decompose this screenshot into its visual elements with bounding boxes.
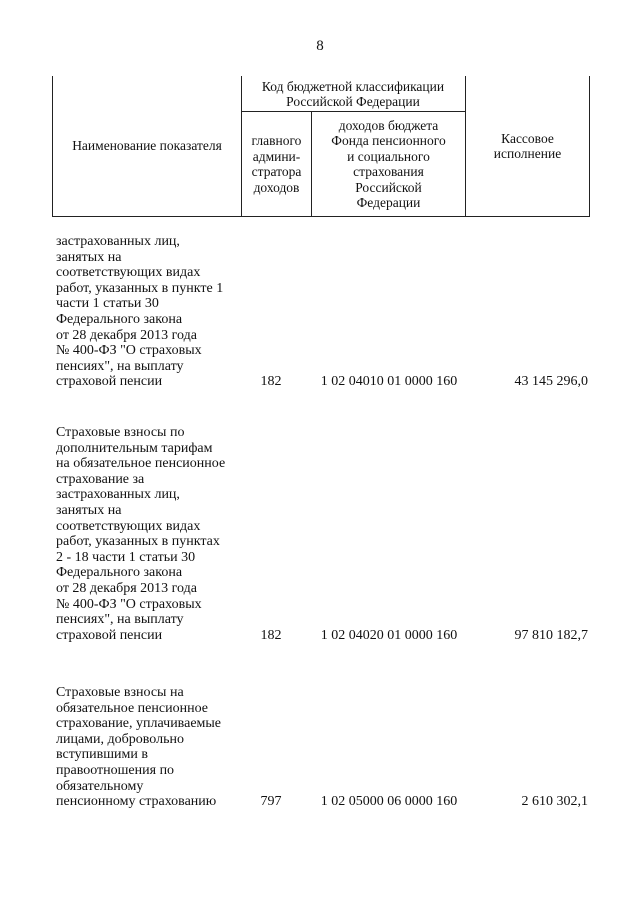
row-name-line: № 400-ФЗ "О страховых (56, 343, 202, 359)
row-name-line: занятых на (56, 502, 122, 518)
row-name-line: лицами, добровольно (56, 731, 184, 747)
row-indicator-name (56, 425, 261, 643)
row-budget-code: 1 02 04010 01 0000 160 (320, 374, 458, 390)
header-main-administrator (242, 112, 311, 216)
row-name-line: № 400-ФЗ "О страховых (56, 596, 202, 612)
row-name-line: от 28 декабря 2013 года (56, 580, 197, 596)
row-name-line: работ, указанных в пунктах (56, 534, 220, 550)
row-name-line: страхование, уплачиваемые (56, 716, 222, 732)
header-line: главного (251, 133, 302, 148)
header-line: Российской (355, 179, 422, 195)
row-name-line: части 1 статьи 30 (56, 296, 159, 312)
row-name-line: от 28 декабря 2013 года (56, 327, 197, 343)
row-name-line: пенсиях", на выплату (56, 358, 184, 374)
row-name-line: обязательному (56, 778, 144, 794)
row-cash-amount: 97 810 182,7 (514, 627, 588, 643)
header-line: доходов бюджета (338, 117, 439, 133)
row-indicator-name (56, 234, 261, 390)
row-name-line: вступившими в (56, 747, 149, 763)
row-name-line: пенсиях", на выплату (56, 612, 184, 628)
header-line: Кассовое (501, 130, 554, 146)
row-budget-code: 1 02 04020 01 0000 160 (320, 627, 458, 643)
header-line: исполнение (493, 146, 562, 161)
row-name-line: правоотношения по (56, 762, 175, 778)
header-fund-revenue (312, 112, 465, 216)
header-cash-execution (466, 76, 589, 216)
row-admin-code: 797 (260, 794, 282, 810)
row-name-line: Страховые взносы на (56, 685, 184, 700)
row-name-line: 2 - 18 части 1 статьи 30 (56, 549, 196, 565)
row-name-line: на обязательное пенсионное (56, 456, 226, 472)
table-header (52, 76, 590, 217)
header-indicator-name: Наименование показателя (72, 138, 222, 154)
row-admin-code: 182 (260, 627, 282, 643)
header-line: и социального (347, 148, 430, 164)
row-name-line: обязательное пенсионное (56, 700, 208, 716)
row-admin-code: 182 (260, 374, 282, 390)
row-name-line: работ, указанных в пункте 1 (56, 280, 224, 296)
row-name-line: занятых на (56, 249, 122, 265)
row-name-line: застрахованных лиц, (56, 234, 180, 249)
row-name-line: пенсионному страхованию (56, 794, 217, 810)
header-budget-code-group: Код бюджетной классификации Российской Федерации (261, 78, 445, 109)
row-name-line: соответствующих видах (56, 265, 201, 281)
row-name-line: дополнительным тарифам (56, 440, 213, 456)
row-name-line: Федерального закона (56, 311, 183, 327)
header-line: Федерации (356, 195, 421, 210)
header-line: админи- (252, 148, 301, 164)
row-name-line: застрахованных лиц, (56, 487, 180, 503)
row-budget-code: 1 02 05000 06 0000 160 (320, 794, 458, 810)
header-line: стратора (251, 164, 302, 179)
header-line: страхования (353, 164, 424, 179)
row-name-line: страховой пенсии (56, 374, 163, 390)
header-line: Фонда пенсионного (331, 133, 446, 148)
row-name-line: Федерального закона (56, 565, 183, 581)
row-name-line: страховой пенсии (56, 627, 163, 643)
row-name-line: Страховые взносы по (56, 425, 185, 440)
row-name-line: соответствующих видах (56, 518, 201, 534)
row-cash-amount: 2 610 302,1 (521, 794, 588, 810)
header-line: доходов (253, 179, 300, 195)
row-name-line: страхование за (56, 471, 145, 487)
row-cash-amount: 43 145 296,0 (514, 374, 588, 390)
page-number: 8 (316, 38, 324, 54)
row-indicator-name (56, 685, 261, 810)
